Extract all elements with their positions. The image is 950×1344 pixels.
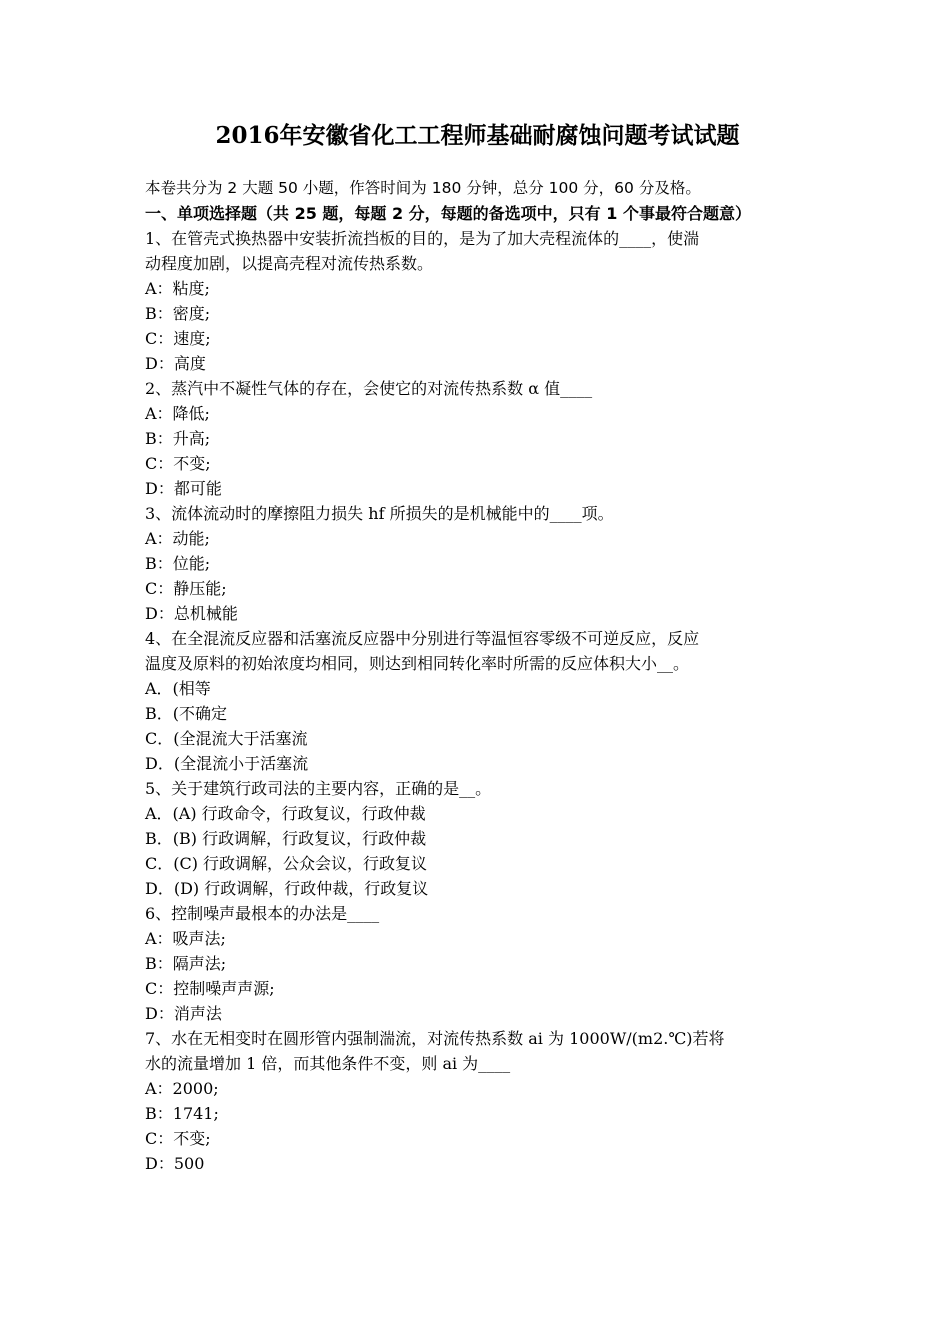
question-1 [145, 226, 810, 376]
option-d: D．(D) 行政调解，行政仲裁，行政复议 [145, 879, 429, 898]
option-b: B：升高; [145, 429, 211, 448]
option-a: A：粘度; [145, 279, 210, 298]
question-6 [145, 901, 810, 1026]
option-b: B：密度; [145, 304, 211, 323]
question-stem-line: 5、关于建筑行政司法的主要内容，正确的是__。 [145, 779, 492, 798]
option-c: C．(全混流大于活塞流 [145, 729, 308, 748]
option-b: B：位能; [145, 554, 211, 573]
option-b: B：1741; [145, 1104, 219, 1123]
document-title: 2016年安徽省化工工程师基础耐腐蚀问题考试试题 [215, 122, 740, 149]
option-c: C：不变; [145, 454, 211, 473]
question-stem-line: 温度及原料的初始浓度均相同，则达到相同转化率时所需的反应体积大小__。 [145, 654, 690, 673]
option-a: A：动能; [145, 529, 210, 548]
question-4 [145, 626, 810, 776]
question-stem-line: 2、蒸汽中不凝性气体的存在，会使它的对流传热系数 α 值____ [145, 379, 593, 398]
question-7 [145, 1026, 810, 1176]
question-stem-line: 4、在全混流反应器和活塞流反应器中分别进行等温恒容零级不可逆反应，反应 [145, 629, 700, 648]
option-d: D：高度 [145, 354, 206, 373]
option-a: A：吸声法; [145, 929, 226, 948]
option-c: C．(C) 行政调解，公众会议，行政复议 [145, 854, 428, 873]
question-stem-line: 动程度加剧，以提高壳程对流传热系数。 [145, 254, 434, 273]
option-d: D：总机械能 [145, 604, 238, 623]
question-2 [145, 376, 810, 501]
option-b: B：隔声法; [145, 954, 227, 973]
question-stem-line: 6、控制噪声最根本的办法是____ [145, 904, 380, 923]
question-3 [145, 501, 810, 626]
option-d: D：都可能 [145, 479, 222, 498]
option-a: A．(相等 [145, 679, 211, 698]
exam-intro: 本卷共分为 2 大题 50 小题，作答时间为 180 分钟，总分 100 分，60 分及格。 [145, 179, 701, 197]
option-a: A：降低; [145, 404, 210, 423]
question-stem-line: 水的流量增加 1 倍，而其他条件不变，则 ai 为____ [145, 1054, 511, 1073]
question-stem-line: 3、流体流动时的摩擦阻力损失 hf 所损失的是机械能中的____项。 [145, 504, 614, 523]
option-b: B．(B) 行政调解，行政复议，行政仲裁 [145, 829, 427, 848]
option-a: A：2000; [145, 1079, 219, 1098]
option-c: C：不变; [145, 1129, 211, 1148]
document-page [145, 118, 810, 1176]
option-a: A．(A) 行政命令，行政复议，行政仲裁 [145, 804, 426, 823]
question-stem-line: 1、在管壳式换热器中安装折流挡板的目的，是为了加大壳程流体的____，使湍 [145, 229, 700, 248]
option-c: C：速度; [145, 329, 211, 348]
question-stem-line: 7、水在无相变时在圆形管内强制湍流，对流传热系数 ai 为 1000W/(m2.℃)若将 [145, 1029, 725, 1048]
option-c: C：控制噪声声源; [145, 979, 275, 998]
option-d: D：消声法 [145, 1004, 222, 1023]
question-5 [145, 776, 810, 901]
option-d: D：500 [145, 1154, 205, 1173]
section-heading: 一、单项选择题（共 25 题，每题 2 分，每题的备选项中，只有 1 个事最符合题意） [145, 204, 751, 223]
option-b: B．(不确定 [145, 704, 228, 723]
option-d: D．(全混流小于活塞流 [145, 754, 309, 773]
option-c: C：静压能; [145, 579, 227, 598]
